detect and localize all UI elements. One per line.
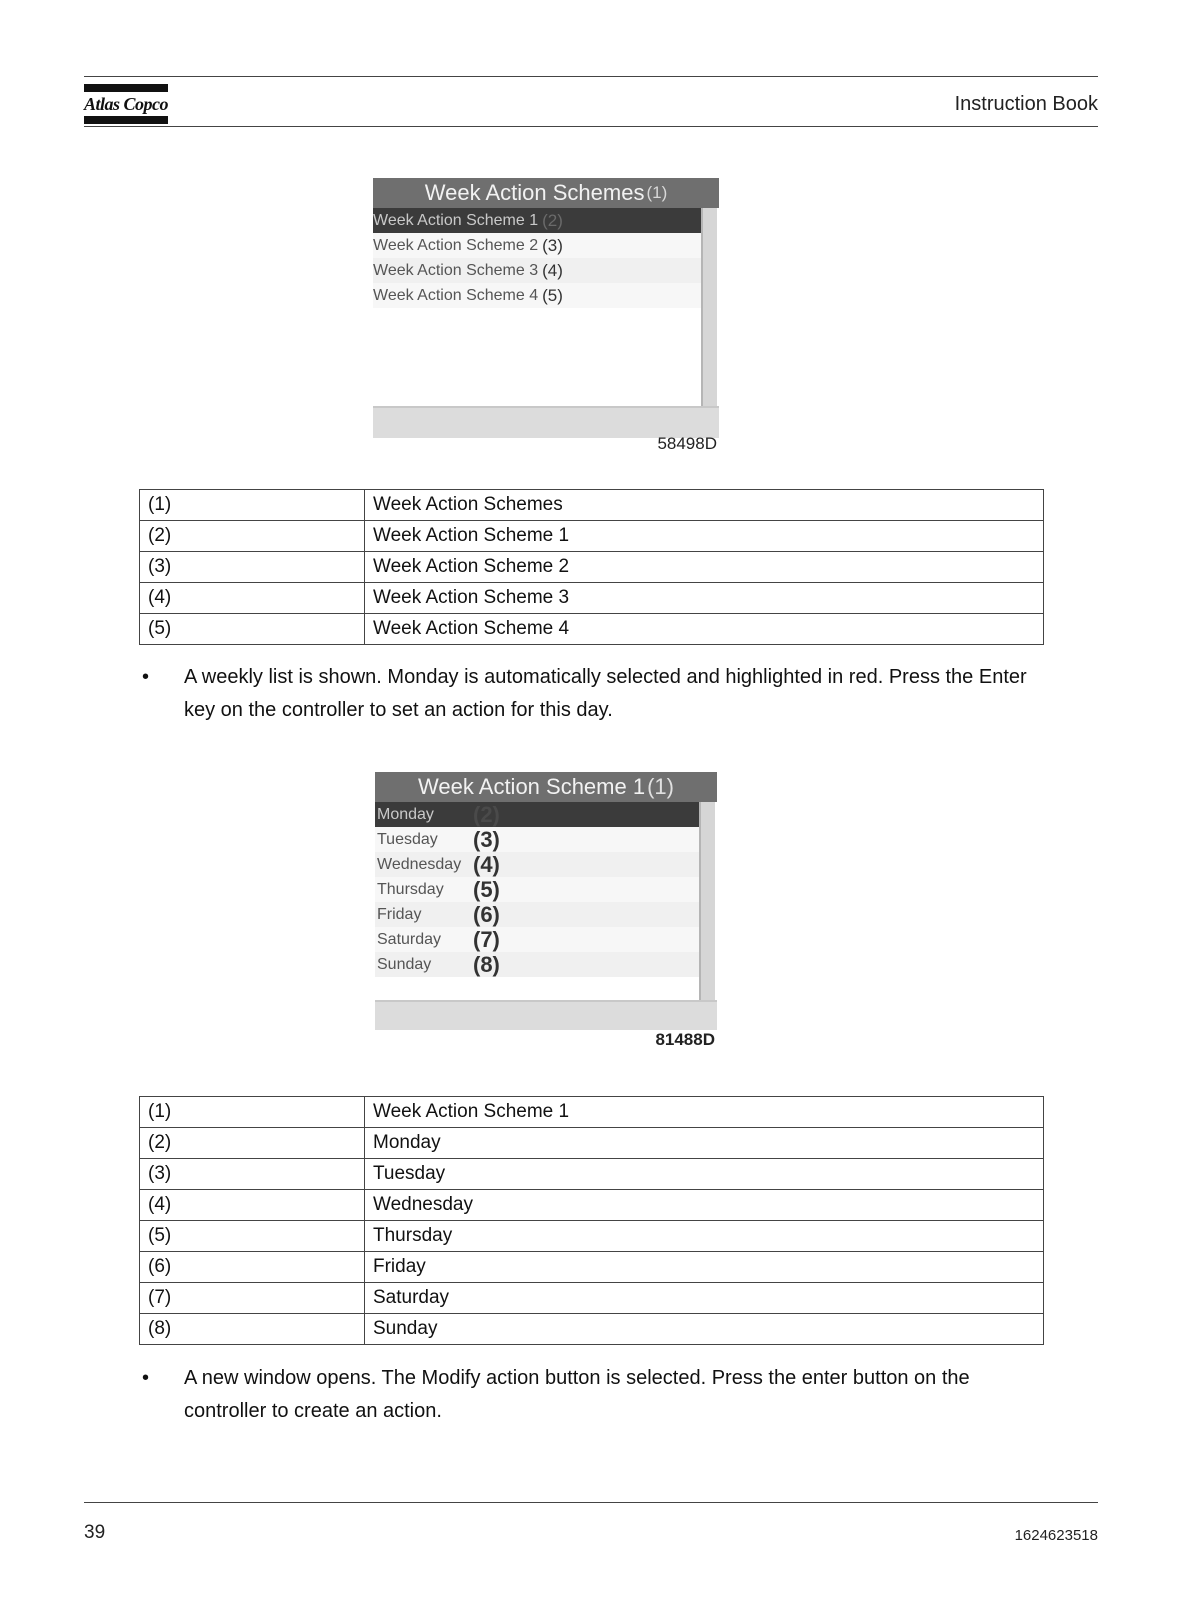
week-action-schemes-screen <box>373 178 719 458</box>
description-cell: Week Action Scheme 2 <box>365 552 1044 583</box>
screen-title: Week Action Schemes <box>424 180 645 205</box>
table-row <box>140 1314 1044 1345</box>
reference-cell: (4) <box>140 583 365 614</box>
callout-number: (5) <box>473 877 500 902</box>
callout-number: (7) <box>473 927 500 952</box>
screen-title: Week Action Scheme 1 <box>418 774 646 799</box>
table-row <box>140 583 1044 614</box>
scheme-label: Week Action Scheme 3 <box>373 261 539 279</box>
reference-cell: (1) <box>140 1097 365 1128</box>
table-row <box>140 1252 1044 1283</box>
reference-cell: (2) <box>140 1128 365 1159</box>
callout-number: (4) <box>473 852 500 877</box>
legend-table-2 <box>139 1096 1044 1345</box>
callout-number: (4) <box>542 260 563 280</box>
table-row <box>140 1128 1044 1159</box>
screen-bottom-bar <box>375 1000 717 1030</box>
callout-number: (6) <box>473 902 500 927</box>
reference-cell: (8) <box>140 1314 365 1345</box>
callout-number: (3) <box>542 235 563 255</box>
description-cell: Week Action Scheme 4 <box>365 614 1044 645</box>
atlas-copco-logo: Atlas Copco <box>84 84 168 126</box>
scheme-label: Week Action Scheme 1 <box>373 211 539 229</box>
callout-number: (3) <box>473 827 500 852</box>
callout-number: (2) <box>473 802 500 827</box>
callout-number: (1) <box>646 183 668 202</box>
figure-code: 81488D <box>655 1030 715 1049</box>
reference-cell: (4) <box>140 1190 365 1221</box>
reference-cell: (3) <box>140 552 365 583</box>
table-row <box>140 1190 1044 1221</box>
bullet-text: A weekly list is shown. Monday is automatically selected and highlighted in red. Press the Enter key on the controller to set an action for this day. <box>184 666 1027 721</box>
document-number: 1624623518 <box>1014 1527 1098 1544</box>
page-number: 39 <box>84 1522 106 1543</box>
footer-rule <box>84 1502 1098 1503</box>
description-cell: Monday <box>365 1128 1044 1159</box>
day-label: Tuesday <box>377 830 438 848</box>
scrollbar[interactable] <box>699 802 715 1000</box>
document-title: Instruction Book <box>954 93 1098 115</box>
header-bottom-rule <box>84 126 1098 127</box>
bullet-icon: • <box>142 1367 150 1389</box>
screen-title-bar <box>375 772 717 802</box>
description-cell: Wednesday <box>365 1190 1044 1221</box>
description-cell: Week Action Scheme 1 <box>365 521 1044 552</box>
description-cell: Thursday <box>365 1221 1044 1252</box>
reference-cell: (5) <box>140 614 365 645</box>
day-list-item[interactable] <box>375 927 699 952</box>
scheme-label: Week Action Scheme 2 <box>373 236 539 254</box>
day-list-item[interactable] <box>375 852 699 877</box>
callout-number: (5) <box>542 285 563 305</box>
day-list-item[interactable] <box>375 877 699 902</box>
bullet-icon: • <box>142 666 150 688</box>
day-list-item[interactable] <box>375 802 699 827</box>
table-row <box>140 1159 1044 1190</box>
table-row <box>140 1283 1044 1314</box>
table-row <box>140 1221 1044 1252</box>
day-label: Monday <box>377 805 434 823</box>
reference-cell: (7) <box>140 1283 365 1314</box>
description-cell: Saturday <box>365 1283 1044 1314</box>
reference-cell: (5) <box>140 1221 365 1252</box>
description-cell: Tuesday <box>365 1159 1044 1190</box>
table-row <box>140 614 1044 645</box>
scheme-list-item[interactable] <box>373 208 701 233</box>
bullet-text: A new window opens. The Modify action button is selected. Press the enter button on the controller to create an action. <box>184 1367 970 1422</box>
table-row <box>140 490 1044 521</box>
day-list-item[interactable] <box>375 827 699 852</box>
legend-table-1 <box>139 489 1044 645</box>
table-row <box>140 521 1044 552</box>
table-row <box>140 552 1044 583</box>
reference-cell: (1) <box>140 490 365 521</box>
day-list-item[interactable] <box>375 902 699 927</box>
table-row <box>140 1097 1044 1128</box>
day-label: Friday <box>377 905 422 923</box>
description-cell: Week Action Scheme 1 <box>365 1097 1044 1128</box>
scheme-list-item[interactable] <box>373 233 701 258</box>
callout-number: (8) <box>473 952 500 977</box>
figure-code: 58498D <box>657 434 717 453</box>
week-action-scheme-1-screen <box>375 772 717 1052</box>
scheme-list-item[interactable] <box>373 258 701 283</box>
scheme-list-item[interactable] <box>373 283 701 308</box>
day-label: Thursday <box>377 880 444 898</box>
description-cell: Friday <box>365 1252 1044 1283</box>
day-label: Wednesday <box>377 855 462 873</box>
description-cell: Week Action Scheme 3 <box>365 583 1044 614</box>
screen-title-bar <box>373 178 719 208</box>
day-label: Saturday <box>377 930 442 948</box>
description-cell: Sunday <box>365 1314 1044 1345</box>
header-top-rule <box>84 76 1098 77</box>
callout-number: (1) <box>647 774 674 799</box>
reference-cell: (3) <box>140 1159 365 1190</box>
scrollbar[interactable] <box>701 208 717 406</box>
callout-number: (2) <box>542 210 563 230</box>
day-label: Sunday <box>377 955 432 973</box>
scheme-label: Week Action Scheme 4 <box>373 286 539 304</box>
reference-cell: (2) <box>140 521 365 552</box>
reference-cell: (6) <box>140 1252 365 1283</box>
day-list-item[interactable] <box>375 952 699 977</box>
description-cell: Week Action Schemes <box>365 490 1044 521</box>
